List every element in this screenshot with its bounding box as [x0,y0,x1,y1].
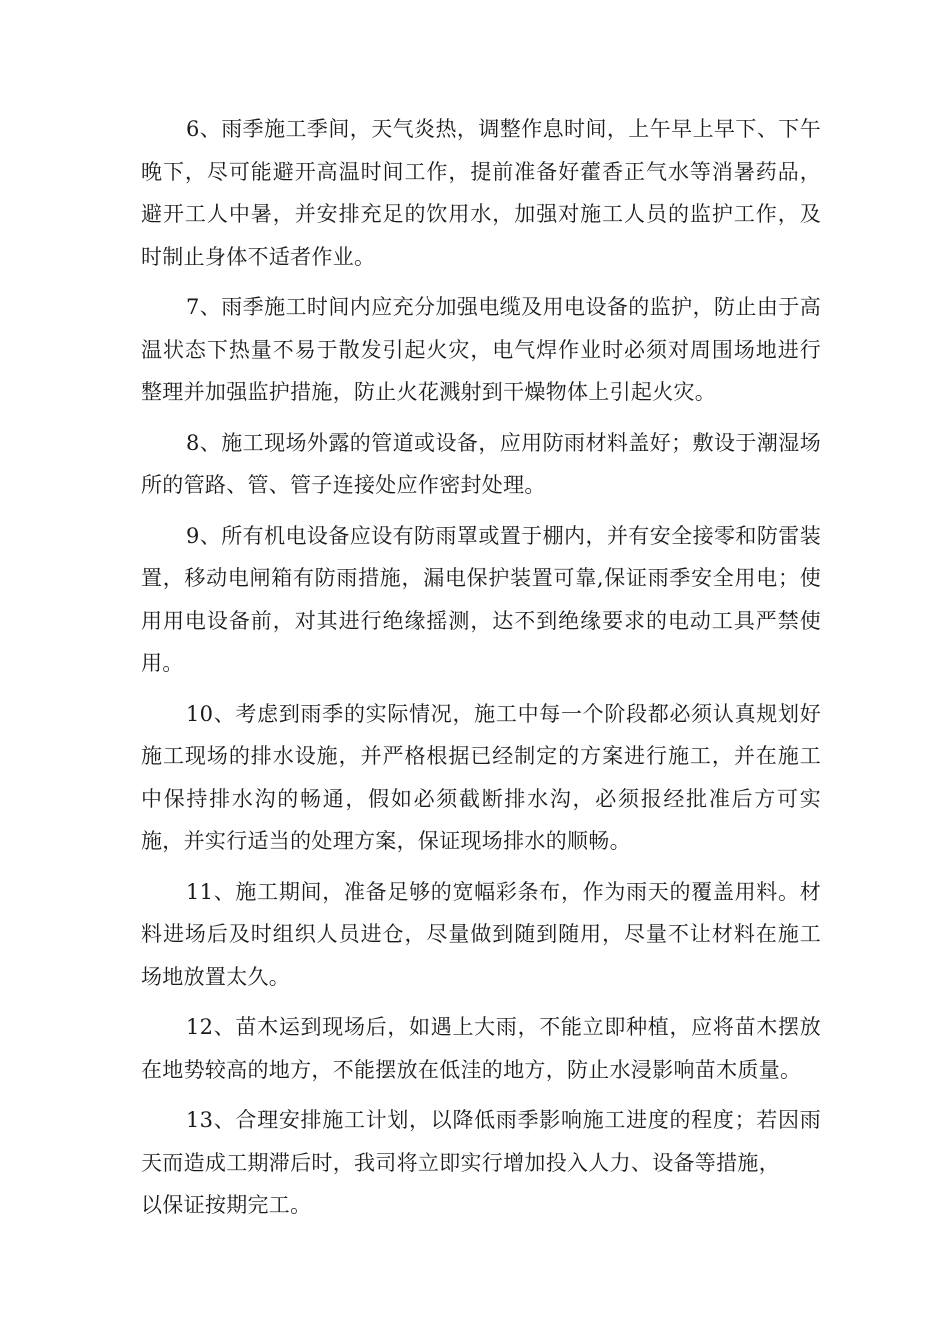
paragraph-13 [141,1099,821,1227]
paragraph-11: 11、施工期间，准备足够的宽幅彩条布，作为雨天的覆盖用料。材料进场后及时组织人员进仓，尽量做到随到随用，尽量不让材料在施工场地放置太久。 [141,879,821,989]
paragraph-9: 9、所有机电设备应设有防雨罩或置于棚内，并有安全接零和防雷装置，移动电闸箱有防雨措施，漏电保护装置可靠,保证雨季安全用电；使用用电设备前，对其进行绝缘摇测，达不到绝缘要求的电动工具严禁使用。 [141,523,821,675]
paragraph-7: 7、雨季施工时间内应充分加强电缆及用电设备的监护，防止由于高温状态下热量不易于散发引起火灾，电气焊作业时必须对周围场地进行整理并加强监护措施，防止火花溅射到干燥物体上引起火灾。 [141,295,821,404]
paragraph-13-last-line: 以保证按期完工。 [141,1193,312,1217]
paragraph-13-text: 13、合理安排施工计划，以降低雨季影响施工进度的程度；若因雨天而造成工期滞后时，我司将立即实行增加投入人力、设备等措施， [141,1108,821,1175]
paragraph-8: 8、施工现场外露的管道或设备，应用防雨材料盖好；敷设于潮湿场所的管路、管、管子连接处应作密封处理。 [141,430,821,497]
document-body [141,108,821,1227]
paragraph-12: 12、苗木运到现场后，如遇上大雨，不能立即种植，应将苗木摆放在地势较高的地方，不能摆放在低洼的地方，防止水浸影响苗木质量。 [141,1015,821,1082]
paragraph-10: 10、考虑到雨季的实际情况，施工中每一个阶段都必须认真规划好施工现场的排水设施，并严格根据已经制定的方案进行施工，并在施工中保持排水沟的畅通，假如必须截断排水沟，必须报经批准后方可实施，并实行适当的处理方案，保证现场排水的顺畅。 [141,701,821,853]
paragraph-6: 6、雨季施工季间，天气炎热，调整作息时间，上午早上早下、下午晚下，尽可能避开高温时间工作，提前准备好藿香正气水等消暑药品，避开工人中暑，并安排充足的饮用水，加强对施工人员的监护工作，及时制止身体不适者作业。 [141,117,821,269]
